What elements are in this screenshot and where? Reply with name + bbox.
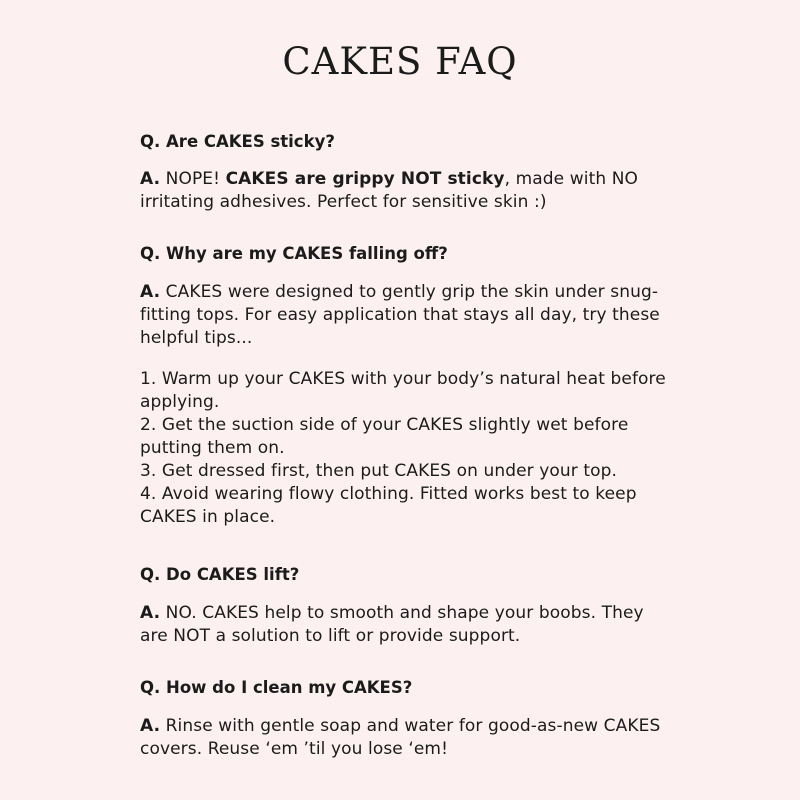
answer-text: NO. CAKES help to smooth and shape your boobs. They are NOT a solution to lift or provide support. xyxy=(140,603,644,646)
answer-label: A. xyxy=(140,716,161,736)
question-lift: Q. Do CAKES lift? xyxy=(140,565,300,584)
tip-item: 2. Get the suction side of your CAKES slightly wet before putting them on. xyxy=(140,415,629,458)
tip-item: 4. Avoid wearing flowy clothing. Fitted works best to keep CAKES in place. xyxy=(140,484,637,527)
answer-text: CAKES were designed to gently grip the skin under snug-fitting tops. For easy application that stays all day, try these helpful tips... xyxy=(140,282,660,348)
tip-item: 3. Get dressed first, then put CAKES on under your top. xyxy=(140,461,618,481)
answer-text: , made with NO irritating adhesives. Perfect for sensitive skin :) xyxy=(140,169,639,212)
answer-emphasis: CAKES are grippy NOT sticky xyxy=(225,169,505,189)
question-sticky: Q. Are CAKES sticky? xyxy=(140,132,335,151)
answer-text: Rinse with gentle soap and water for good-as-new CAKES covers. Reuse ‘em ’til you lose ‘em! xyxy=(140,716,661,759)
faq-item-lift xyxy=(140,564,650,648)
page-title: CAKES FAQ xyxy=(282,40,518,83)
faq-item-clean xyxy=(140,677,670,761)
question-falling-off: Q. Why are my CAKES falling off? xyxy=(140,244,448,263)
question-clean: Q. How do I clean my CAKES? xyxy=(140,678,413,697)
answer-sticky xyxy=(140,168,640,214)
faq-item-falling-off xyxy=(140,243,665,529)
answer-label: A. xyxy=(140,603,161,623)
faq-item-sticky xyxy=(140,131,640,214)
answer-label: A. xyxy=(140,169,161,189)
answer-lift xyxy=(140,602,650,648)
answer-clean xyxy=(140,715,670,761)
tip-item: 1. Warm up your CAKES with your body’s natural heat before applying. xyxy=(140,369,666,412)
tips-list xyxy=(140,368,680,529)
answer-falling-off xyxy=(140,281,665,350)
answer-label: A. xyxy=(140,282,161,302)
answer-text: NOPE! xyxy=(160,169,226,189)
